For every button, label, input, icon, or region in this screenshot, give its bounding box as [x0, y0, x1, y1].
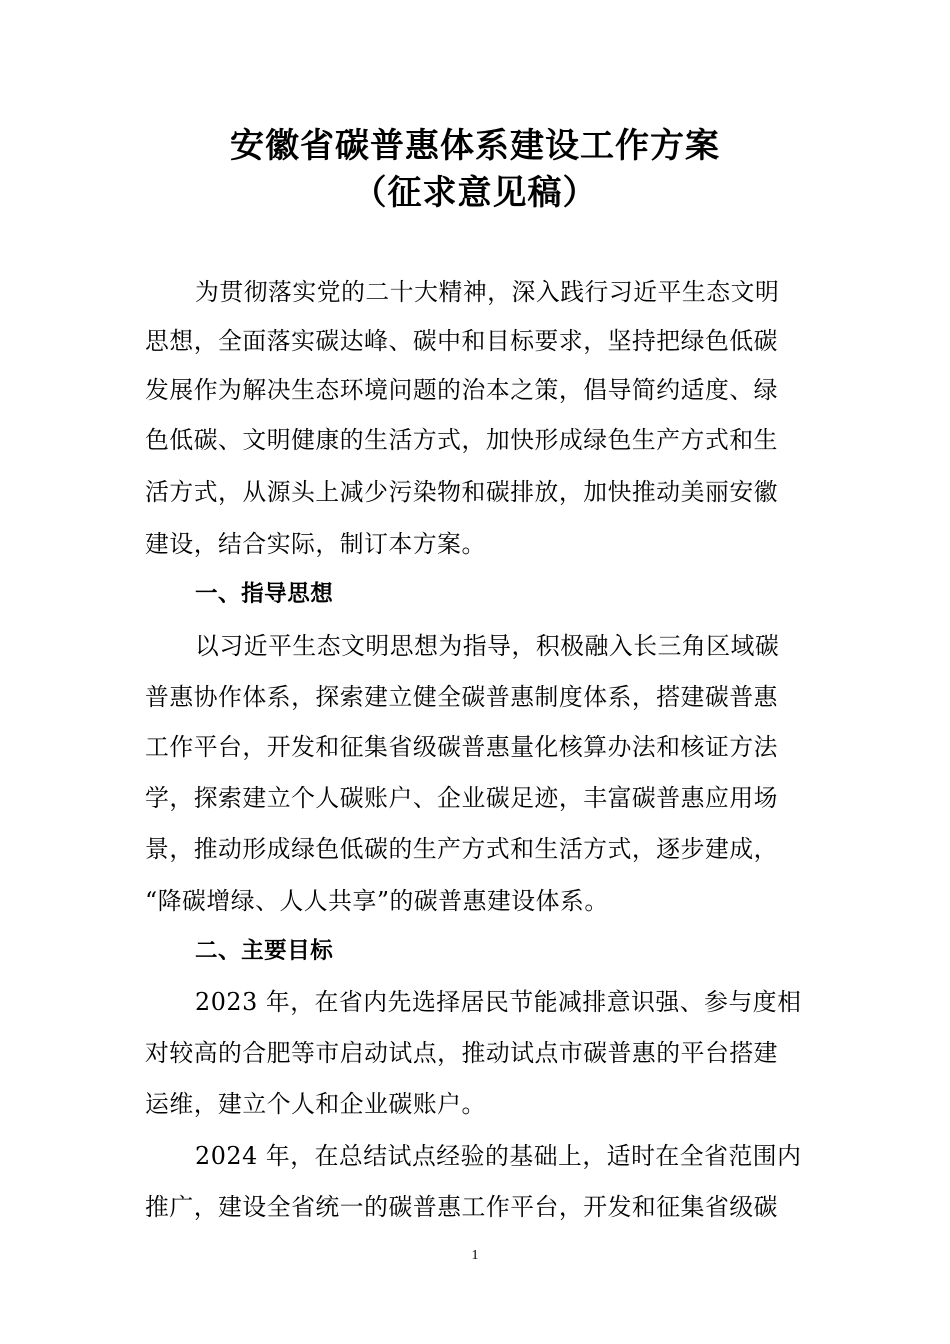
section-heading-main-goals: 二、主要目标 — [195, 938, 334, 964]
section-heading-guiding-ideology: 一、指导思想 — [195, 581, 334, 607]
body-line: 建设，结合实际，制订本方案。 — [145, 530, 486, 558]
body-line: 活方式，从源头上减少污染物和碳排放，加快推动美丽安徽 — [145, 478, 779, 506]
body-line: 为贯彻落实党的二十大精神，深入践行习近平生态文明 — [195, 278, 780, 306]
body-line: 景，推动形成绿色低碳的生产方式和生活方式，逐步建成， — [145, 835, 779, 863]
body-line: 推广，建设全省统一的碳普惠工作平台，开发和征集省级碳 — [145, 1193, 779, 1221]
document-title: 安徽省碳普惠体系建设工作方案 — [230, 126, 720, 166]
body-line: 思想，全面落实碳达峰、碳中和目标要求，坚持把绿色低碳 — [145, 327, 779, 355]
body-line: 普惠协作体系，探索建立健全碳普惠制度体系，搭建碳普惠 — [145, 683, 779, 711]
body-line: 色低碳、文明健康的生活方式，加快形成绿色生产方式和生 — [145, 426, 779, 454]
body-line: 2024 年，在总结试点经验的基础上，适时在全省范围内 — [195, 1142, 802, 1170]
document-subtitle: （征求意见稿） — [352, 173, 598, 213]
body-line: 学，探索建立个人碳账户、企业碳足迹，丰富碳普惠应用场 — [145, 784, 779, 812]
body-line: 对较高的合肥等市启动试点，推动试点市碳普惠的平台搭建 — [145, 1039, 779, 1067]
body-line: 发展作为解决生态环境问题的治本之策，倡导简约适度、绿 — [145, 376, 779, 404]
body-line: 2023 年，在省内先选择居民节能减排意识强、参与度相 — [195, 988, 802, 1016]
body-line: 运维，建立个人和企业碳账户。 — [145, 1090, 486, 1118]
body-line: 工作平台，开发和征集省级碳普惠量化核算办法和核证方法 — [145, 733, 779, 761]
body-line: “降碳增绿、人人共享”的碳普惠建设体系。 — [145, 887, 609, 915]
page-number: 1 — [471, 1248, 479, 1263]
body-line: 以习近平生态文明思想为指导，积极融入长三角区域碳 — [195, 632, 780, 660]
